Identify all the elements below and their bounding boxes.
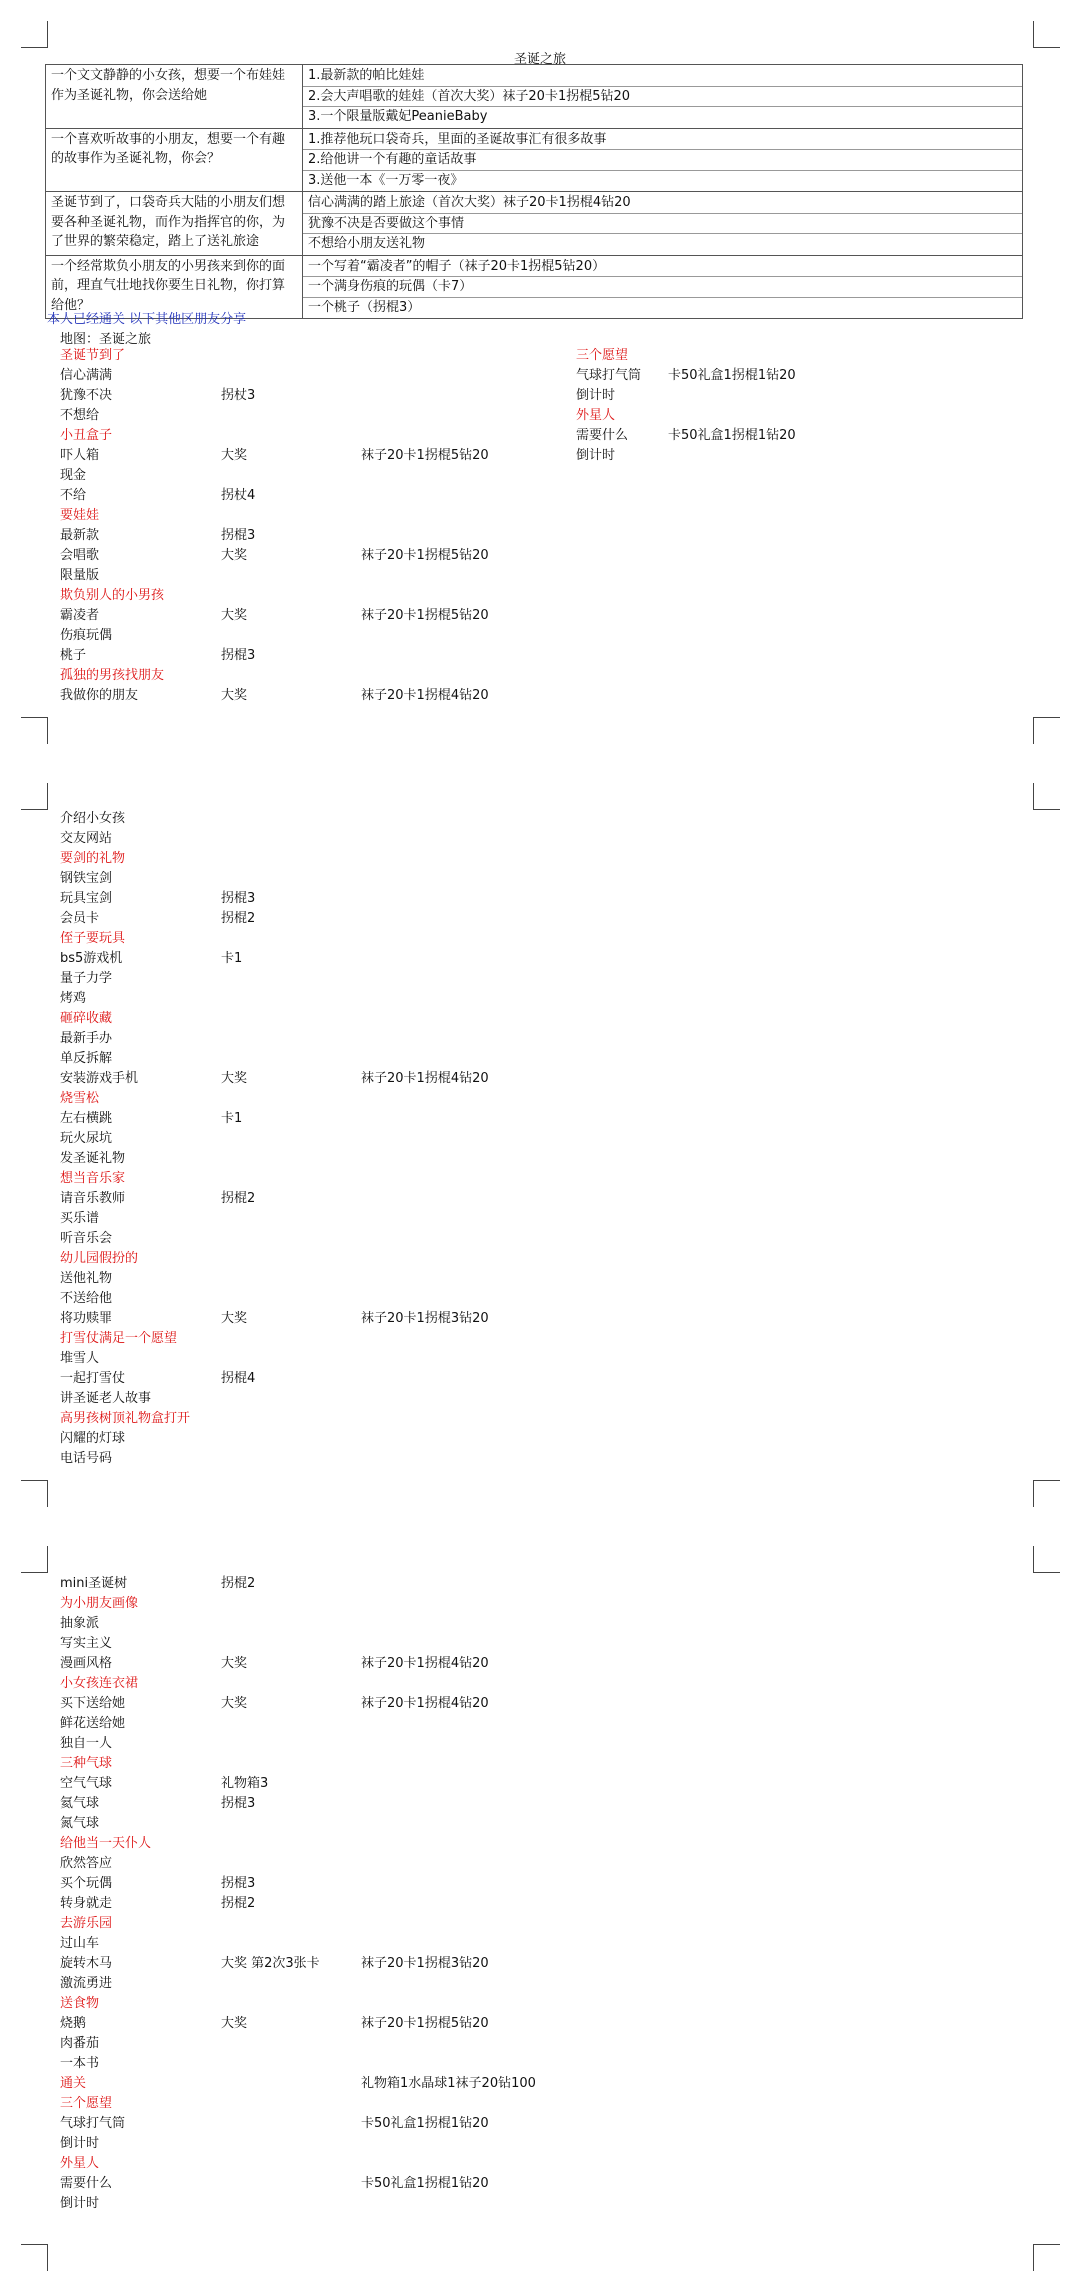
reward-note: 拐杖3 (221, 388, 256, 403)
choice-label: 激流勇进 (60, 1976, 113, 1991)
choice-label: 不想给 (60, 408, 100, 423)
choice-label: 一起打雪仗 (60, 1371, 126, 1386)
choice-label: 写实主义 (60, 1636, 113, 1651)
choice-label: 倒计时 (60, 2196, 100, 2211)
quiz-answer: 信心满满的踏上旅途（首次大奖）袜子20卡1拐棍4钻20 (308, 195, 631, 210)
choice-label: 幼儿园假扮的 (60, 1251, 139, 1266)
choice-label: 肉番茄 (60, 2036, 100, 2051)
choice-label: 去游乐园 (60, 1916, 113, 1931)
page-corner-mark (21, 1480, 48, 1507)
quiz-answer: 犹豫不决是否要做这个事情 (308, 215, 465, 231)
choice-label: 讲圣诞老人故事 (60, 1391, 152, 1406)
choice-label: 通关 (60, 2076, 87, 2091)
choice-label: 烧鹅 (60, 2016, 87, 2031)
quiz-answers (303, 192, 1023, 256)
reward-note: 卡50礼盒1拐棍1钻20 (668, 428, 796, 443)
reward-note: 拐棍3 (221, 891, 256, 906)
choice-label: 桃子 (60, 648, 87, 663)
choice-label: 一本书 (60, 2056, 100, 2071)
choice-label: 现金 (60, 468, 87, 483)
page-corner-mark (21, 1546, 48, 1573)
document-title: 圣诞之旅 (513, 52, 566, 67)
reward-note: 拐棍2 (221, 1896, 256, 1911)
page-corner-mark (1033, 1546, 1060, 1573)
quiz-answer: 一个写着“霸凌者”的帽子（袜子20卡1拐棍5钻20） (308, 258, 606, 274)
choice-label: 圣诞节到了 (60, 348, 126, 363)
choice-label: 三个愿望 (60, 2096, 113, 2111)
choice-label: 玩火尿坑 (60, 1131, 113, 1146)
choice-label: 旋转木马 (60, 1956, 113, 1971)
choice-label: 交友网站 (60, 831, 113, 846)
reward-note: 大奖 (221, 2016, 248, 2031)
reward-detail: 袜子20卡1拐棍3钻20 (361, 1311, 489, 1326)
quiz-answer: 2.会大声唱歌的娃娃（首次大奖）袜子20卡1拐棍5钻20 (308, 88, 631, 104)
page-corner-mark (1033, 783, 1060, 810)
choice-label: 给他当一天仆人 (60, 1836, 152, 1851)
choice-label: 送他礼物 (60, 1271, 113, 1286)
choice-label: 需要什么 (60, 2176, 113, 2191)
choice-label: 小丑盒子 (60, 428, 113, 443)
share-note: 本人已经通关 以下其他区朋友分享 (47, 312, 247, 327)
choice-label: 漫画风格 (60, 1656, 113, 1671)
choice-label: 高男孩树顶礼物盒打开 (60, 1411, 191, 1426)
reward-note: 大奖 (221, 688, 248, 703)
reward-detail: 卡50礼盒1拐棍1钻20 (361, 2176, 489, 2191)
reward-note: 大奖 (221, 448, 248, 463)
choice-label: 信心满满 (60, 368, 113, 383)
quiz-answers (303, 255, 1023, 319)
choice-label: 电话号码 (60, 1451, 113, 1466)
quiz-answer: 一个满身伤痕的玩偶（卡7） (308, 279, 473, 294)
quiz-question: 圣诞节到了，口袋奇兵大陆的小朋友们想要各种圣诞礼物，而作为指挥官的你，为了世界的繁荣稳定，踏上了送礼旅途 (46, 192, 303, 256)
choice-label: 外星人 (60, 2156, 100, 2171)
choice-label: 买个玩偶 (60, 1876, 113, 1891)
choice-label: 独自一人 (60, 1736, 113, 1751)
quiz-answer: 1.推荐他玩口袋奇兵，里面的圣诞故事汇有很多故事 (308, 131, 607, 147)
choice-label: 过山车 (60, 1936, 100, 1951)
map-label: 地图：圣诞之旅 (60, 332, 152, 347)
choice-label: 气球打气筒 (60, 2116, 126, 2131)
reward-detail: 袜子20卡1拐棍3钻20 (361, 1956, 489, 1971)
reward-detail: 礼物箱1水晶球1袜子20钻100 (361, 2076, 536, 2091)
choice-label: 送食物 (60, 1996, 100, 2011)
quiz-question: 一个喜欢听故事的小朋友，想要一个有趣的故事作为圣诞礼物，你会？ (46, 128, 303, 192)
choice-label: 左右横跳 (60, 1111, 113, 1126)
page-corner-mark (1033, 717, 1060, 744)
choice-label: 我做你的朋友 (60, 688, 139, 703)
reward-detail: 袜子20卡1拐棍5钻20 (361, 448, 489, 463)
choice-label: 闪耀的灯球 (60, 1431, 126, 1446)
quiz-answers (303, 65, 1023, 129)
quiz-answer: 不想给小朋友送礼物 (308, 236, 426, 251)
reward-note: 卡50礼盒1拐棍1钻20 (668, 368, 796, 383)
reward-note: 拐棍2 (221, 1191, 256, 1206)
quiz-question: 一个文文静静的小女孩，想要一个布娃娃作为圣诞礼物，你会送给她 (46, 65, 303, 129)
choice-label: 请音乐教师 (60, 1191, 126, 1206)
choice-label: 倒计时 (60, 2136, 100, 2151)
quiz-question: 一个经常欺负小朋友的小男孩来到你的面前，理直气壮地找你要生日礼物，你打算给他？ (46, 255, 303, 319)
page-corner-mark (21, 717, 48, 744)
reward-note: 大奖 (221, 1656, 248, 1671)
page-corner-mark (1033, 2244, 1060, 2271)
choice-label: 限量版 (60, 568, 100, 583)
choice-label: 介绍小女孩 (60, 811, 126, 826)
reward-note: 拐棍2 (221, 911, 256, 926)
choice-label: 倒计时 (576, 388, 616, 403)
reward-note: 大奖 (221, 1311, 248, 1326)
choice-label: 霸凌者 (60, 608, 100, 623)
reward-detail: 袜子20卡1拐棍5钻20 (361, 548, 489, 563)
reward-note: 卡1 (221, 951, 243, 966)
choice-label: bs5游戏机 (60, 951, 123, 966)
choice-label: 氮气球 (60, 1816, 100, 1831)
choice-label: 会员卡 (60, 911, 100, 926)
reward-note: 拐棍3 (221, 528, 256, 543)
page-corner-mark (21, 783, 48, 810)
quiz-answer: 3.一个限量版戴妃PeanieBaby (308, 109, 488, 124)
reward-note: 大奖 (221, 608, 248, 623)
reward-detail: 袜子20卡1拐棍4钻20 (361, 1696, 489, 1711)
reward-note: 大奖 (221, 1696, 248, 1711)
choice-label: 烧雪松 (60, 1091, 100, 1106)
choice-label: 氦气球 (60, 1796, 100, 1811)
choice-label: 欣然答应 (60, 1856, 113, 1871)
choice-label: 三种气球 (60, 1756, 113, 1771)
choice-label: 鲜花送给她 (60, 1716, 126, 1731)
reward-note: 拐杖4 (221, 488, 256, 503)
choice-label: 欺负别人的小男孩 (60, 588, 165, 603)
quiz-row (46, 65, 1023, 129)
choice-label: 孤独的男孩找朋友 (60, 668, 165, 683)
choice-label: 玩具宝剑 (60, 891, 113, 906)
reward-detail: 袜子20卡1拐棍5钻20 (361, 608, 489, 623)
reward-note: 拐棍2 (221, 1576, 256, 1591)
choice-label: 转身就走 (60, 1896, 113, 1911)
choice-label: 将功赎罪 (60, 1311, 113, 1326)
reward-detail: 袜子20卡1拐棍4钻20 (361, 688, 489, 703)
quiz-table (45, 64, 1023, 319)
choice-label: 外星人 (576, 408, 616, 423)
reward-note: 礼物箱3 (221, 1776, 269, 1791)
choice-label: 要娃娃 (60, 508, 100, 523)
choice-label: 需要什么 (576, 428, 629, 443)
choice-label: 听音乐会 (60, 1231, 113, 1246)
choice-label: 最新款 (60, 528, 100, 543)
choice-label: 倒计时 (576, 448, 616, 463)
choice-label: 最新手办 (60, 1031, 113, 1046)
page-corner-mark (1033, 21, 1060, 48)
choice-label: 发圣诞礼物 (60, 1151, 126, 1166)
choice-label: 单反拆解 (60, 1051, 113, 1066)
choice-label: 伤痕玩偶 (60, 628, 113, 643)
choice-label: 不给 (60, 488, 87, 503)
reward-note: 卡1 (221, 1111, 243, 1126)
choice-label: 吓人箱 (60, 448, 100, 463)
page-corner-mark (1033, 1480, 1060, 1507)
quiz-answer: 2.给他讲一个有趣的童话故事 (308, 152, 477, 167)
choice-label: 钢铁宝剑 (60, 871, 113, 886)
reward-detail: 卡50礼盒1拐棍1钻20 (361, 2116, 489, 2131)
reward-note: 大奖 (221, 1071, 248, 1086)
choice-label: 打雪仗满足一个愿望 (60, 1331, 178, 1346)
choice-label: mini圣诞树 (60, 1576, 128, 1591)
reward-detail: 袜子20卡1拐棍4钻20 (361, 1071, 489, 1086)
page-corner-mark (21, 2244, 48, 2271)
quiz-row (46, 128, 1023, 192)
choice-label: 气球打气筒 (576, 368, 642, 383)
quiz-answer: 3.送他一本《一万零一夜》 (308, 172, 464, 188)
choice-label: 会唱歌 (60, 548, 100, 563)
choice-label: 犹豫不决 (60, 388, 113, 403)
choice-label: 砸碎收藏 (60, 1011, 113, 1026)
choice-label: 抽象派 (60, 1616, 100, 1631)
reward-detail: 袜子20卡1拐棍5钻20 (361, 2016, 489, 2031)
reward-note: 拐棍3 (221, 1796, 256, 1811)
choice-label: 空气气球 (60, 1776, 113, 1791)
reward-note: 大奖 (221, 548, 248, 563)
reward-note: 拐棍3 (221, 1876, 256, 1891)
choice-label: 三个愿望 (576, 348, 629, 363)
choice-label: 安装游戏手机 (60, 1071, 139, 1086)
choice-label: 为小朋友画像 (60, 1596, 139, 1611)
choice-label: 要剑的礼物 (60, 851, 126, 866)
choice-label: 烤鸡 (60, 991, 87, 1006)
reward-note: 拐棍4 (221, 1371, 256, 1386)
choice-label: 想当音乐家 (60, 1171, 126, 1186)
quiz-answer: 一个桃子（拐棍3） (308, 299, 421, 315)
quiz-row (46, 192, 1023, 256)
page-corner-mark (21, 21, 48, 48)
choice-label: 堆雪人 (60, 1351, 100, 1366)
choice-label: 买乐谱 (60, 1211, 100, 1226)
quiz-answers (303, 128, 1023, 192)
quiz-answer: 1.最新款的帕比娃娃 (308, 68, 425, 83)
reward-note: 拐棍3 (221, 648, 256, 663)
choice-label: 量子力学 (60, 971, 113, 986)
choice-label: 买下送给她 (60, 1696, 126, 1711)
choice-label: 侄子要玩具 (60, 931, 126, 946)
choice-label: 不送给他 (60, 1291, 113, 1306)
choice-label: 小女孩连衣裙 (60, 1676, 139, 1691)
reward-note: 大奖 第2次3张卡 (221, 1956, 320, 1971)
reward-detail: 袜子20卡1拐棍4钻20 (361, 1656, 489, 1671)
